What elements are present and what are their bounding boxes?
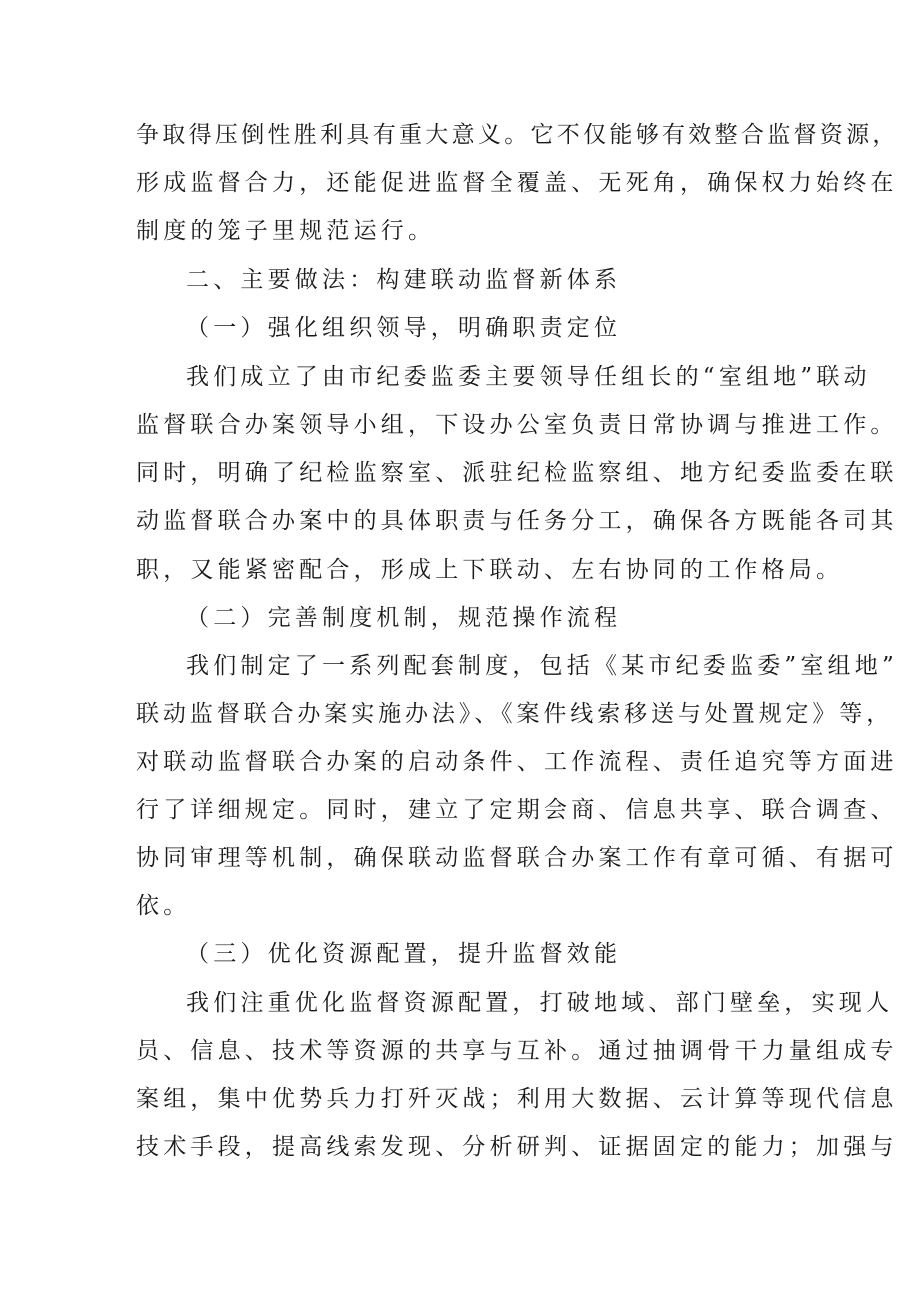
body-text-line: 同时，明确了纪检监察室、派驻纪检监察组、地方纪委监委在联 [136, 460, 898, 486]
body-text-line: 争取得压倒性胜利具有重大意义。它不仅能够有效整合监督资源， [136, 122, 899, 148]
body-text-line: 行了详细规定。同时，建立了定期会商、信息共享、联合调查、 [136, 797, 898, 823]
body-text-line: 监督联合办案领导小组，下设办公室负责日常协调与推进工作。 [136, 412, 898, 438]
subsection-heading: （一）强化组织领导，明确职责定位 [186, 315, 622, 341]
body-text-line: 依。 [136, 893, 191, 919]
body-text-line: 案组，集中优势兵力打歼灭战；利用大数据、云计算等现代信息 [136, 1086, 898, 1112]
body-text-line: 我们成立了由市纪委监委主要领导任组长的“室组地”联动 [186, 364, 871, 390]
body-text-line: 形成监督合力，还能促进监督全覆盖、无死角，确保权力始终在 [136, 170, 898, 196]
body-text-line: 职，又能紧密配合，形成上下联动、左右协同的工作格局。 [136, 557, 844, 583]
body-text-line: 协同审理等机制，确保联动监督联合办案工作有章可循、有据可 [136, 845, 898, 871]
body-text-line: 动监督联合办案中的具体职责与任务分工，确保各方既能各司其 [136, 508, 898, 534]
body-text-line: 我们注重优化监督资源配置，打破地域、部门壁垒，实现人 [186, 990, 894, 1016]
subsection-heading: （二）完善制度机制，规范操作流程 [186, 605, 622, 631]
section-heading: 二、主要做法：构建联动监督新体系 [186, 267, 622, 293]
subsection-heading: （三）优化资源配置，提升监督效能 [186, 941, 622, 967]
body-text-line: 制度的笼子里规范运行。 [136, 218, 436, 244]
body-text-line: 员、信息、技术等资源的共享与互补。通过抽调骨干力量组成专 [136, 1038, 898, 1064]
body-text-line: 我们制定了一系列配套制度，包括《某市纪委监委”室组地” [186, 653, 898, 679]
body-text-line: 技术手段，提高线索发现、分析研判、证据固定的能力；加强与 [136, 1134, 898, 1160]
body-text-line: 对联动监督联合办案的启动条件、工作流程、责任追究等方面进 [136, 749, 898, 775]
body-text-line: 联动监督联合办案实施办法》、《案件线索移送与处置规定》等， [136, 701, 894, 727]
